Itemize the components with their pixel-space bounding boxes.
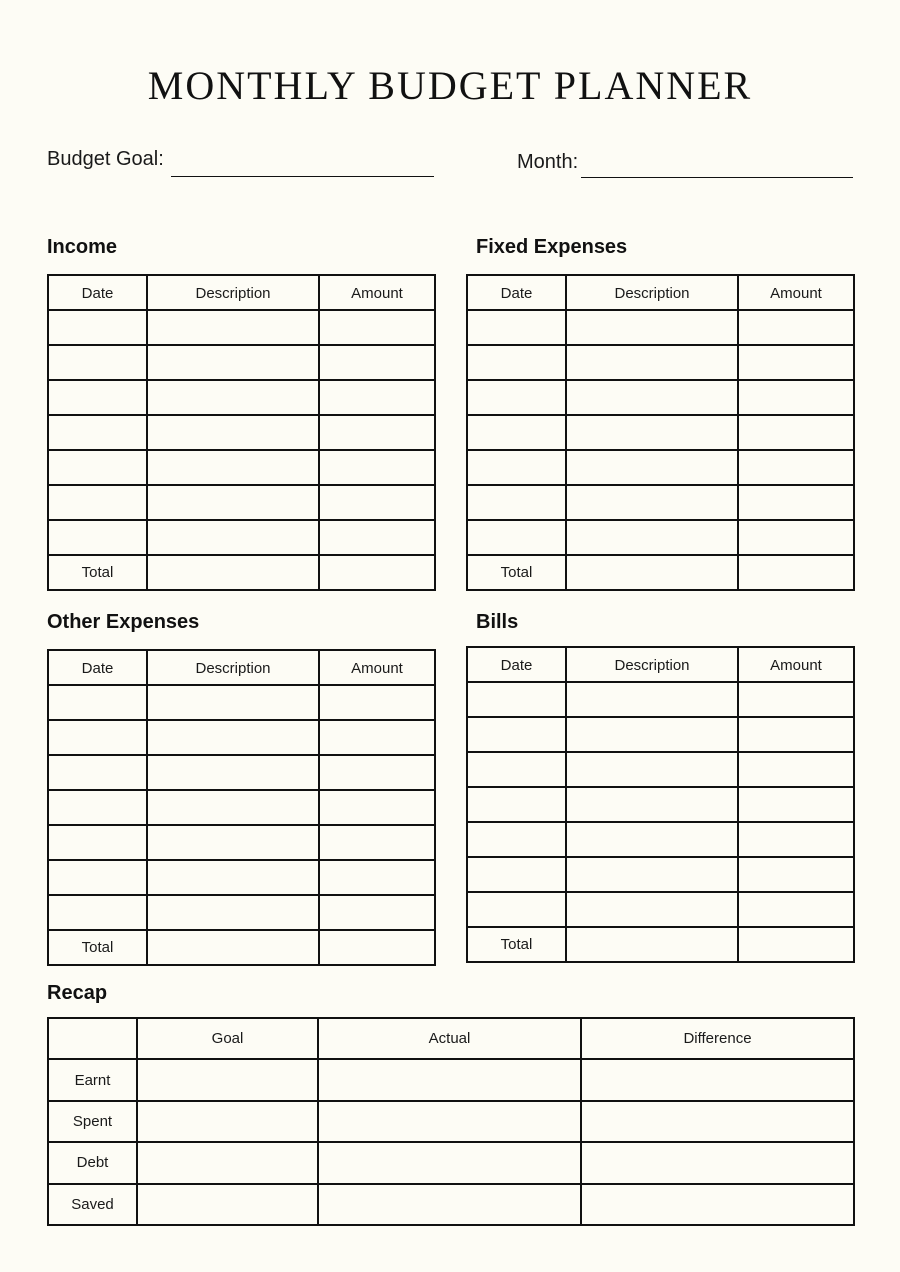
- description-cell[interactable]: [566, 822, 738, 857]
- description-cell[interactable]: [147, 790, 319, 825]
- recap-row-label: Earnt: [48, 1059, 137, 1100]
- description-cell[interactable]: [566, 345, 738, 380]
- description-cell[interactable]: [566, 682, 738, 717]
- column-header-amount: Amount: [738, 647, 854, 682]
- amount-cell[interactable]: [319, 380, 435, 415]
- date-cell[interactable]: [48, 310, 147, 345]
- amount-cell[interactable]: [319, 685, 435, 720]
- total-amount-cell[interactable]: [319, 930, 435, 965]
- column-header-description: Description: [566, 647, 738, 682]
- difference-cell[interactable]: [581, 1142, 854, 1183]
- table-header-row: [467, 275, 854, 310]
- recap-row-spent: [48, 1101, 854, 1142]
- table-row: [48, 380, 435, 415]
- table-row: [48, 790, 435, 825]
- column-header-amount: Amount: [319, 275, 435, 310]
- amount-cell[interactable]: [319, 790, 435, 825]
- column-header-date: Date: [467, 275, 566, 310]
- table-row: [467, 857, 854, 892]
- amount-cell[interactable]: [319, 450, 435, 485]
- recap-row-debt: [48, 1142, 854, 1183]
- total-amount-cell[interactable]: [319, 555, 435, 590]
- table-row: [48, 860, 435, 895]
- date-cell[interactable]: [48, 520, 147, 555]
- actual-cell[interactable]: [318, 1184, 581, 1225]
- description-cell[interactable]: [566, 717, 738, 752]
- goal-cell[interactable]: [137, 1142, 318, 1183]
- description-cell[interactable]: [566, 892, 738, 927]
- bills-heading: Bills: [476, 611, 519, 633]
- table-row: [467, 310, 854, 345]
- description-cell[interactable]: [566, 787, 738, 822]
- amount-cell[interactable]: [319, 520, 435, 555]
- description-cell[interactable]: [147, 415, 319, 450]
- table-header-row: [48, 650, 435, 685]
- amount-cell[interactable]: [738, 310, 854, 345]
- description-cell[interactable]: [147, 520, 319, 555]
- amount-cell[interactable]: [738, 857, 854, 892]
- table-row: [48, 685, 435, 720]
- table-row: [467, 892, 854, 927]
- table-row: [467, 415, 854, 450]
- amount-cell[interactable]: [319, 345, 435, 380]
- date-cell[interactable]: [48, 485, 147, 520]
- actual-cell[interactable]: [318, 1101, 581, 1142]
- table-row: [48, 520, 435, 555]
- table-row: [467, 380, 854, 415]
- date-cell[interactable]: [467, 520, 566, 555]
- description-cell[interactable]: [147, 895, 319, 930]
- recap-row-saved: [48, 1184, 854, 1225]
- description-cell[interactable]: [566, 485, 738, 520]
- date-cell[interactable]: [467, 485, 566, 520]
- description-cell[interactable]: [566, 310, 738, 345]
- column-header-description: Description: [147, 275, 319, 310]
- table-row: [48, 450, 435, 485]
- table-row: [48, 825, 435, 860]
- description-cell[interactable]: [147, 345, 319, 380]
- date-cell[interactable]: [48, 345, 147, 380]
- date-cell[interactable]: [48, 860, 147, 895]
- date-cell[interactable]: [467, 752, 566, 787]
- month-label: Month:: [517, 151, 579, 173]
- other-expenses-heading: Other Expenses: [47, 611, 200, 633]
- recap-heading: Recap: [47, 982, 108, 1004]
- recap-table: [47, 1017, 855, 1226]
- date-cell[interactable]: [48, 415, 147, 450]
- goal-cell[interactable]: [137, 1101, 318, 1142]
- amount-cell[interactable]: [319, 860, 435, 895]
- total-label: Total: [467, 555, 566, 590]
- budget-goal-field[interactable]: [171, 176, 434, 177]
- table-row: [467, 485, 854, 520]
- date-cell[interactable]: [467, 787, 566, 822]
- table-row: [48, 720, 435, 755]
- column-header-difference: Difference: [581, 1018, 854, 1059]
- total-amount-cell[interactable]: [738, 927, 854, 962]
- column-header-description: Description: [147, 650, 319, 685]
- total-row: [467, 927, 854, 962]
- budget-goal-label: Budget Goal:: [47, 148, 164, 170]
- actual-cell[interactable]: [318, 1142, 581, 1183]
- total-amount-cell[interactable]: [738, 555, 854, 590]
- column-header-goal: Goal: [137, 1018, 318, 1059]
- date-cell[interactable]: [48, 685, 147, 720]
- total-description-cell[interactable]: [566, 927, 738, 962]
- date-cell[interactable]: [48, 720, 147, 755]
- recap-row-earnt: [48, 1059, 854, 1100]
- amount-cell[interactable]: [319, 310, 435, 345]
- date-cell[interactable]: [48, 790, 147, 825]
- date-cell[interactable]: [48, 825, 147, 860]
- amount-cell[interactable]: [319, 485, 435, 520]
- date-cell[interactable]: [48, 380, 147, 415]
- description-cell[interactable]: [147, 685, 319, 720]
- description-cell[interactable]: [566, 857, 738, 892]
- amount-cell[interactable]: [738, 345, 854, 380]
- column-header-date: Date: [48, 650, 147, 685]
- description-cell[interactable]: [566, 450, 738, 485]
- total-row: [48, 930, 435, 965]
- amount-cell[interactable]: [738, 380, 854, 415]
- recap-row-label: Debt: [48, 1142, 137, 1183]
- description-cell[interactable]: [147, 380, 319, 415]
- goal-cell[interactable]: [137, 1059, 318, 1100]
- table-row: [48, 755, 435, 790]
- amount-cell[interactable]: [738, 682, 854, 717]
- date-cell[interactable]: [467, 857, 566, 892]
- date-cell[interactable]: [467, 717, 566, 752]
- amount-cell[interactable]: [319, 895, 435, 930]
- amount-cell[interactable]: [319, 720, 435, 755]
- recap-corner-header: [48, 1018, 137, 1059]
- description-cell[interactable]: [566, 752, 738, 787]
- table-row: [48, 485, 435, 520]
- date-cell[interactable]: [467, 822, 566, 857]
- goal-cell[interactable]: [137, 1184, 318, 1225]
- total-label: Total: [48, 930, 147, 965]
- table-row: [467, 822, 854, 857]
- amount-cell[interactable]: [738, 822, 854, 857]
- description-cell[interactable]: [147, 755, 319, 790]
- amount-cell[interactable]: [738, 892, 854, 927]
- table-row: [467, 450, 854, 485]
- column-header-date: Date: [467, 647, 566, 682]
- table-row: [467, 717, 854, 752]
- month-field[interactable]: [581, 177, 853, 178]
- date-cell[interactable]: [48, 755, 147, 790]
- income-heading: Income: [47, 236, 118, 258]
- page-title: MONTHLY BUDGET PLANNER: [147, 63, 753, 108]
- date-cell[interactable]: [48, 895, 147, 930]
- table-row: [467, 520, 854, 555]
- amount-cell[interactable]: [319, 755, 435, 790]
- description-cell[interactable]: [566, 520, 738, 555]
- table-header-row: [467, 647, 854, 682]
- amount-cell[interactable]: [738, 485, 854, 520]
- date-cell[interactable]: [467, 380, 566, 415]
- difference-cell[interactable]: [581, 1101, 854, 1142]
- amount-cell[interactable]: [319, 825, 435, 860]
- total-row: [467, 555, 854, 590]
- column-header-date: Date: [48, 275, 147, 310]
- description-cell[interactable]: [147, 310, 319, 345]
- column-header-amount: Amount: [319, 650, 435, 685]
- difference-cell[interactable]: [581, 1184, 854, 1225]
- total-label: Total: [467, 927, 566, 962]
- amount-cell[interactable]: [738, 752, 854, 787]
- description-cell[interactable]: [566, 380, 738, 415]
- difference-cell[interactable]: [581, 1059, 854, 1100]
- bills-table: [466, 646, 855, 963]
- recap-row-label: Spent: [48, 1101, 137, 1142]
- column-header-actual: Actual: [318, 1018, 581, 1059]
- fixed-expenses-table: [466, 274, 855, 591]
- actual-cell[interactable]: [318, 1059, 581, 1100]
- date-cell[interactable]: [467, 310, 566, 345]
- amount-cell[interactable]: [319, 415, 435, 450]
- table-row: [467, 752, 854, 787]
- column-header-amount: Amount: [738, 275, 854, 310]
- description-cell[interactable]: [147, 860, 319, 895]
- date-cell[interactable]: [467, 415, 566, 450]
- total-label: Total: [48, 555, 147, 590]
- amount-cell[interactable]: [738, 415, 854, 450]
- fixed-expenses-heading: Fixed Expenses: [476, 236, 628, 258]
- total-description-cell[interactable]: [147, 930, 319, 965]
- total-description-cell[interactable]: [566, 555, 738, 590]
- recap-row-label: Saved: [48, 1184, 137, 1225]
- description-cell[interactable]: [147, 720, 319, 755]
- table-row: [467, 682, 854, 717]
- table-header-row: [48, 275, 435, 310]
- other-expenses-table: [47, 649, 436, 966]
- table-row: [48, 895, 435, 930]
- table-row: [467, 787, 854, 822]
- description-cell[interactable]: [147, 485, 319, 520]
- date-cell[interactable]: [467, 345, 566, 380]
- date-cell[interactable]: [467, 450, 566, 485]
- date-cell[interactable]: [467, 682, 566, 717]
- recap-header-row: [48, 1018, 854, 1059]
- table-row: [467, 345, 854, 380]
- column-header-description: Description: [566, 275, 738, 310]
- amount-cell[interactable]: [738, 787, 854, 822]
- table-row: [48, 415, 435, 450]
- table-row: [48, 345, 435, 380]
- date-cell[interactable]: [48, 450, 147, 485]
- description-cell[interactable]: [147, 825, 319, 860]
- description-cell[interactable]: [147, 450, 319, 485]
- total-row: [48, 555, 435, 590]
- income-table: [47, 274, 436, 591]
- amount-cell[interactable]: [738, 450, 854, 485]
- table-row: [48, 310, 435, 345]
- amount-cell[interactable]: [738, 520, 854, 555]
- amount-cell[interactable]: [738, 717, 854, 752]
- total-description-cell[interactable]: [147, 555, 319, 590]
- date-cell[interactable]: [467, 892, 566, 927]
- description-cell[interactable]: [566, 415, 738, 450]
